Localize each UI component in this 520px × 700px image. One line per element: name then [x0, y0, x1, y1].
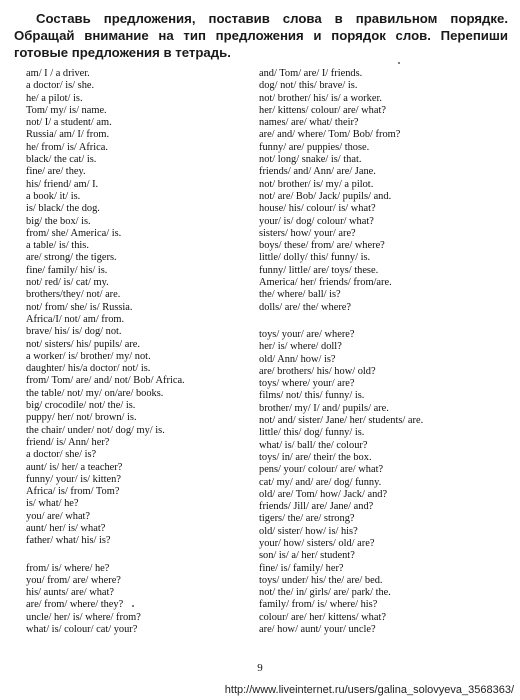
exercise-item: films/ not/ this/ funny/ is.: [259, 390, 365, 402]
exercise-item: what/ is/ ball/ the/ colour?: [259, 439, 368, 451]
exercise-item: from/ Tom/ are/ and/ not/ Bob/ Africa.: [26, 375, 185, 387]
exercise-item: cat/ my/ and/ are/ dog/ funny.: [259, 476, 382, 488]
source-watermark: http://www.liveinternet.ru/users/galina_solovyeva_3568363/: [224, 684, 514, 696]
exercise-item: is/ black/ the dog.: [26, 203, 100, 215]
exercise-item: black/ the cat/ is.: [26, 154, 97, 166]
exercise-item: is/ what/ he?: [26, 498, 79, 510]
exercise-item: not/ brother/ is/ my/ a pilot.: [259, 178, 374, 190]
exercise-instructions: Составь предложения, поставив слова в правильном порядке. Обращай внимание на тип предложения и порядок слов. Перепиши готовые предложения в тетрадь.: [14, 11, 508, 60]
exercise-item: brothers/they/ not/ are.: [26, 289, 121, 301]
exercise-item: daughter/ his/a doctor/ not/ is.: [26, 363, 151, 375]
exercise-item: not/ are/ Bob/ Jack/ pupils/ and.: [259, 190, 392, 202]
exercise-item: aunt/ is/ her/ a teacher?: [26, 461, 123, 473]
exercise-item: Africa/I/ not/ am/ from.: [26, 313, 125, 325]
exercise-item: not/ long/ snake/ is/ that.: [259, 154, 362, 166]
exercise-item: he/ a pilot/ is.: [26, 92, 83, 104]
scan-speck: [132, 605, 134, 607]
exercise-item: her/ is/ where/ doll?: [259, 341, 342, 353]
exercise-item: not/ I/ a student/ am.: [26, 117, 112, 129]
exercise-item: toys/ under/ his/ the/ are/ bed.: [259, 574, 383, 586]
exercise-item: dolls/ are/ the/ where?: [259, 301, 352, 313]
exercise-item: America/ her/ friends/ from/are.: [259, 277, 392, 289]
exercise-item: puppy/ her/ not/ brown/ is.: [26, 412, 137, 424]
exercise-item: you/ are/ what?: [26, 510, 91, 522]
exercise-item: friends/ and/ Ann/ are/ Jane.: [259, 166, 376, 178]
exercise-item: names/ are/ what/ their?: [259, 117, 359, 129]
exercise-item: sisters/ how/ your/ are?: [259, 227, 356, 239]
exercise-item: are/ brothers/ his/ how/ old?: [259, 365, 376, 377]
exercise-item: father/ what/ his/ is?: [26, 535, 111, 547]
exercise-item: toys/ where/ your/ are?: [259, 378, 355, 390]
exercise-item: colour/ are/ her/ kittens/ what?: [259, 611, 386, 623]
exercise-item: house/ his/ colour/ is/ what?: [259, 203, 376, 215]
exercise-item: family/ from/ is/ where/ his?: [259, 599, 378, 611]
exercise-item: from/ she/ America/ is.: [26, 227, 122, 239]
exercise-item: not/ sisters/ his/ pupils/ are.: [26, 338, 141, 350]
exercise-item: pens/ your/ colour/ are/ what?: [259, 464, 384, 476]
exercise-item: funny/ your/ is/ kitten?: [26, 473, 121, 485]
exercise-item: Russia/ am/ I/ from.: [26, 129, 110, 141]
exercise-item: his/ aunts/ are/ what?: [26, 587, 115, 599]
exercise-item: boys/ these/ from/ are/ where?: [259, 240, 385, 252]
exercise-item: his/ friend/ am/ I.: [26, 178, 99, 190]
exercise-item: your/ how/ sisters/ old/ are?: [259, 537, 375, 549]
exercise-item: tigers/ the/ are/ strong?: [259, 513, 355, 525]
exercise-item: not/ the/ in/ girls/ are/ park/ the.: [259, 587, 391, 599]
exercise-item: her/ kittens/ colour/ are/ what?: [259, 104, 386, 116]
exercise-item: you/ from/ are/ where?: [26, 574, 121, 586]
exercise-item: old/ Ann/ how/ is?: [259, 353, 336, 365]
exercise-item: he/ from/ is/ Africa.: [26, 141, 108, 153]
exercise-item: little/ dolly/ this/ funny/ is.: [259, 252, 371, 264]
exercise-item: a doctor/ is/ she.: [26, 80, 95, 92]
exercise-item: the table/ not/ my/ on/are/ books.: [26, 387, 164, 399]
exercise-item: big/ crocodile/ not/ the/ is.: [26, 400, 136, 412]
exercise-item: brother/ my/ I/ and/ pupils/ are.: [259, 402, 389, 414]
exercise-item: are/ and/ where/ Tom/ Bob/ from?: [259, 129, 401, 141]
exercise-item: aunt/ her/ is/ what?: [26, 522, 106, 534]
exercise-item: from/ is/ where/ he?: [26, 562, 110, 574]
exercise-item: fine/ are/ they.: [26, 166, 86, 178]
exercise-item: not/ and/ sister/ Jane/ her/ students/ are.: [259, 415, 424, 427]
exercise-item: not/ red/ is/ cat/ my.: [26, 277, 109, 289]
exercise-item: old/ sister/ how/ is/ his?: [259, 525, 358, 537]
exercise-item: the chair/ under/ not/ dog/ my/ is.: [26, 424, 165, 436]
exercise-item: not/ brother/ his/ is/ a worker.: [259, 92, 382, 104]
exercise-item: funny/ little/ are/ toys/ these.: [259, 264, 379, 276]
exercise-item: Tom/ my/ is/ name.: [26, 104, 107, 116]
exercise-item: are/ from/ where/ they?: [26, 599, 124, 611]
exercise-item: a doctor/ she/ is?: [26, 449, 97, 461]
exercise-item: a worker/ is/ brother/ my/ not.: [26, 350, 151, 362]
exercise-item: toys/ in/ are/ their/ the box.: [259, 451, 372, 463]
exercise-item: not/ from/ she/ is/ Russia.: [26, 301, 133, 313]
exercise-item: big/ the box/ is.: [26, 215, 91, 227]
exercise-item: are/ how/ aunt/ your/ uncle?: [259, 624, 376, 636]
exercise-item: friend/ is/ Ann/ her?: [26, 436, 110, 448]
exercise-item: are/ strong/ the tigers.: [26, 252, 117, 264]
exercise-item: friends/ Jill/ are/ Jane/ and?: [259, 501, 374, 513]
right-exercise-column: [259, 68, 509, 636]
exercise-item: Africa/ is/ from/ Tom?: [26, 486, 120, 498]
exercise-item: a table/ is/ this.: [26, 240, 89, 252]
exercise-item: am/ I / a driver.: [26, 68, 90, 79]
exercise-item: little/ this/ dog/ funny/ is.: [259, 427, 365, 439]
exercise-item: your/ is/ dog/ colour/ what?: [259, 215, 374, 227]
scan-speck: [398, 62, 400, 64]
exercise-item: old/ are/ Tom/ how/ Jack/ and?: [259, 488, 388, 500]
exercise-item: brave/ his/ is/ dog/ not.: [26, 326, 122, 338]
exercise-item: a book/ it/ is.: [26, 190, 81, 202]
exercise-item: and/ Tom/ are/ I/ friends.: [259, 68, 363, 79]
exercise-item: funny/ are/ puppies/ those.: [259, 141, 370, 153]
exercise-item: fine/ is/ family/ her?: [259, 562, 344, 574]
page-number: 9: [257, 662, 263, 674]
column-spacer: [26, 548, 256, 563]
left-exercise-column: [26, 68, 256, 636]
exercise-item: fine/ family/ his/ is.: [26, 264, 108, 276]
exercise-item: son/ is/ a/ her/ student?: [259, 550, 355, 562]
exercise-item: uncle/ her/ is/ where/ from?: [26, 611, 141, 623]
exercise-item: the/ where/ ball/ is?: [259, 289, 341, 301]
column-spacer: [259, 314, 509, 329]
exercise-item: dog/ not/ this/ brave/ is.: [259, 80, 358, 92]
exercise-item: what/ is/ colour/ cat/ your?: [26, 624, 138, 636]
exercise-item: toys/ your/ are/ where?: [259, 328, 355, 340]
